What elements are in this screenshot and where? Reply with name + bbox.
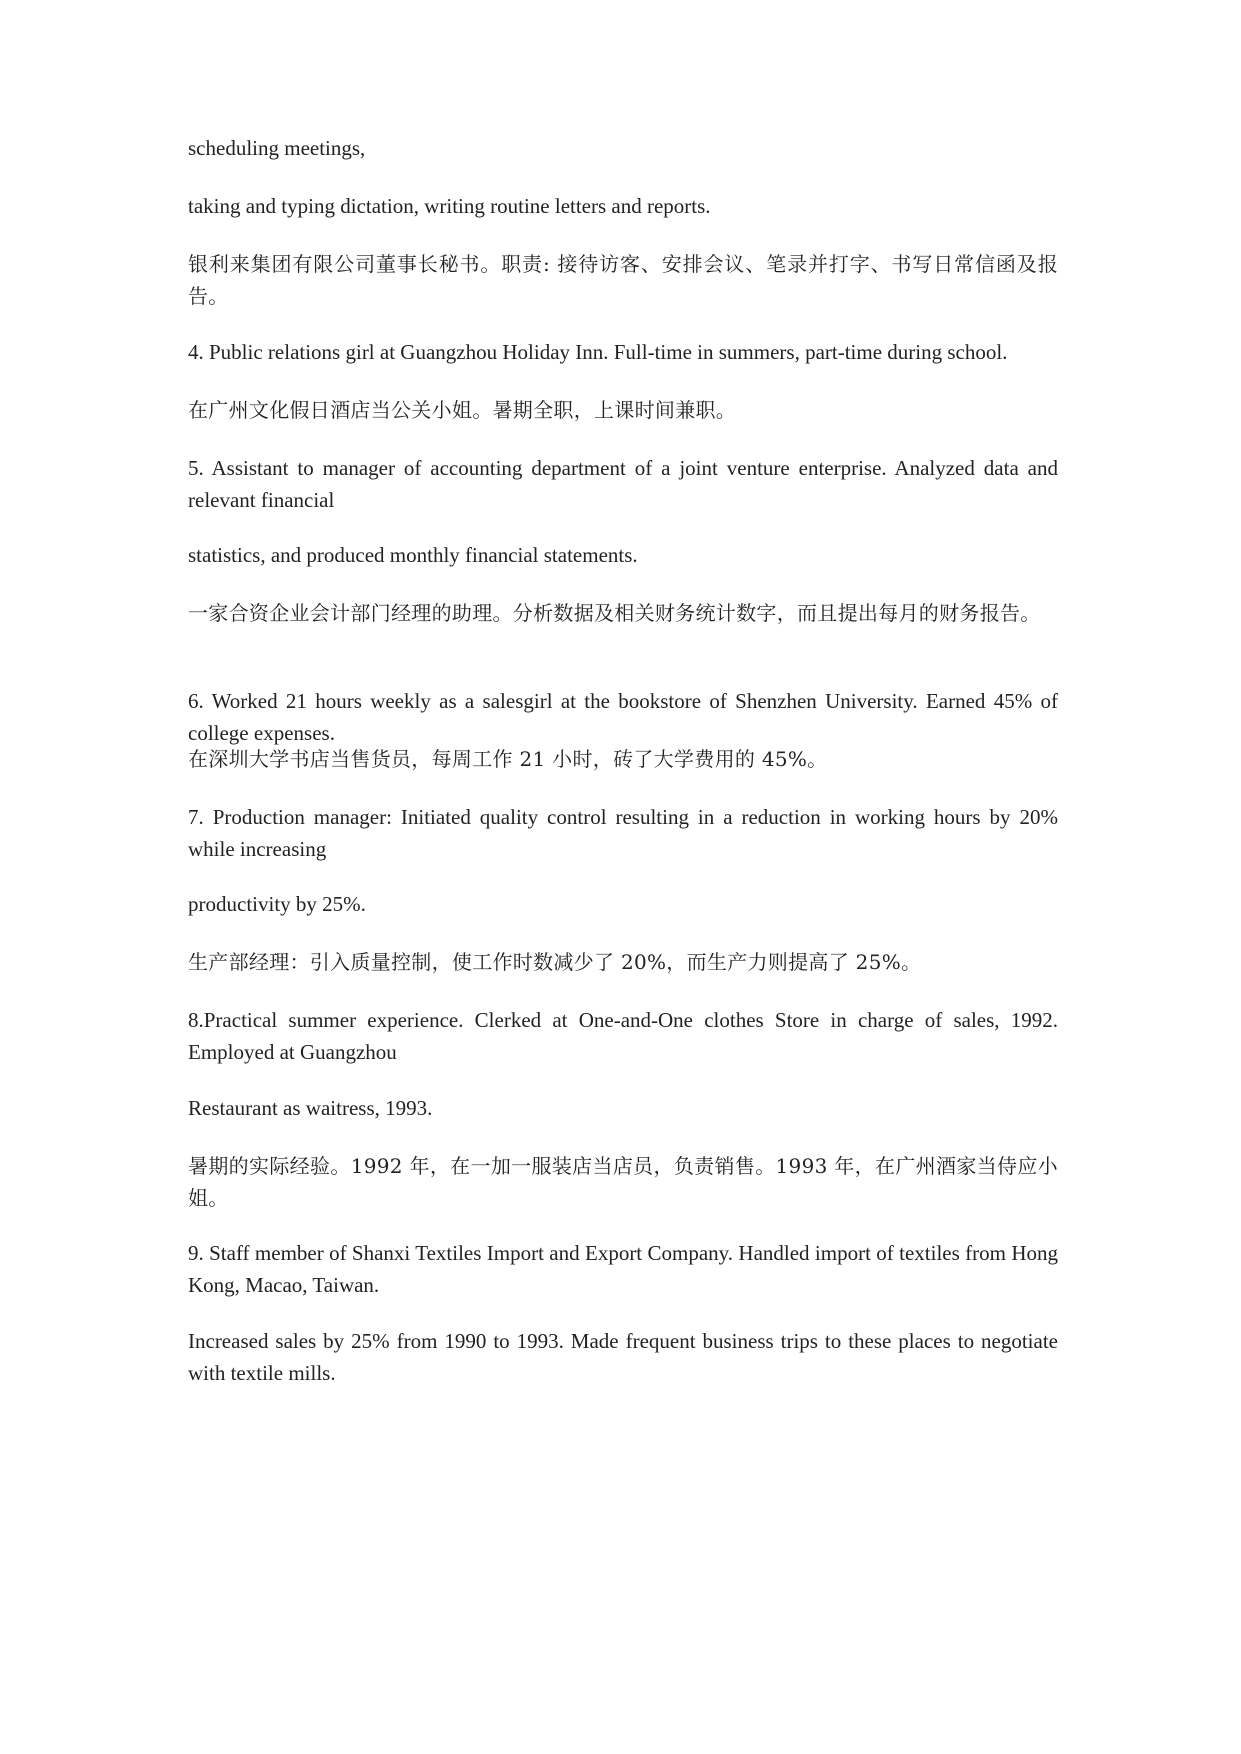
paragraph-item-4-zh: 在广州文化假日酒店当公关小姐。暑期全职，上课时间兼职。 — [188, 398, 737, 422]
paragraph-item-8-cont: Restaurant as waitress, 1993. — [188, 1096, 433, 1120]
paragraph-item-5: 5. Assistant to manager of accounting department of a joint venture enterprise. Analyzed data and relevant financial — [188, 456, 1058, 512]
paragraph-item-8: 8.Practical summer experience. Clerked at One-and-One clothes Store in charge of sales, 1992. Employed at Guangzhou — [188, 1008, 1058, 1064]
paragraph-secretary-zh: 银利来集团有限公司董事长秘书。职责: 接待访客、安排会议、笔录并打字、书写日常信函及报告。 — [188, 252, 1058, 308]
paragraph-item-5-cont: statistics, and produced monthly financial statements. — [188, 543, 638, 567]
paragraph-item-4: 4. Public relations girl at Guangzhou Holiday Inn. Full-time in summers, part-time during school. — [188, 340, 1008, 364]
paragraph-item-9: 9. Staff member of Shanxi Textiles Import and Export Company. Handled import of textiles from Hong Kong, Macao, Taiwan. — [188, 1241, 1058, 1297]
paragraph-item-6: 6. Worked 21 hours weekly as a salesgirl at the bookstore of Shenzhen University. Earned 45% of college expenses. — [188, 689, 1058, 745]
paragraph-item-7-zh: 生产部经理：引入质量控制，使工作时数减少了 20%，而生产力则提高了 25%。 — [188, 950, 922, 974]
paragraph-scheduling: scheduling meetings, — [188, 136, 366, 160]
paragraph-typing: taking and typing dictation, writing routine letters and reports. — [188, 194, 711, 218]
paragraph-item-7-cont: productivity by 25%. — [188, 892, 366, 916]
paragraph-item-7: 7. Production manager: Initiated quality control resulting in a reduction in working hours by 20% while increasing — [188, 805, 1058, 861]
paragraph-item-6-zh: 在深圳大学书店当售货员，每周工作 21 小时，砖了大学费用的 45%。 — [188, 747, 828, 771]
paragraph-item-8-zh: 暑期的实际经验。1992 年，在一加一服装店当店员，负责销售。1993 年，在广州酒家当侍应小姐。 — [188, 1154, 1058, 1210]
paragraph-item-9-cont: Increased sales by 25% from 1990 to 1993. Made frequent business trips to these places to negotiate with textile mills. — [188, 1329, 1058, 1385]
paragraph-item-5-zh: 一家合资企业会计部门经理的助理。分析数据及相关财务统计数字，而且提出每月的财务报告。 — [188, 601, 1041, 625]
document-page — [188, 0, 1058, 1754]
